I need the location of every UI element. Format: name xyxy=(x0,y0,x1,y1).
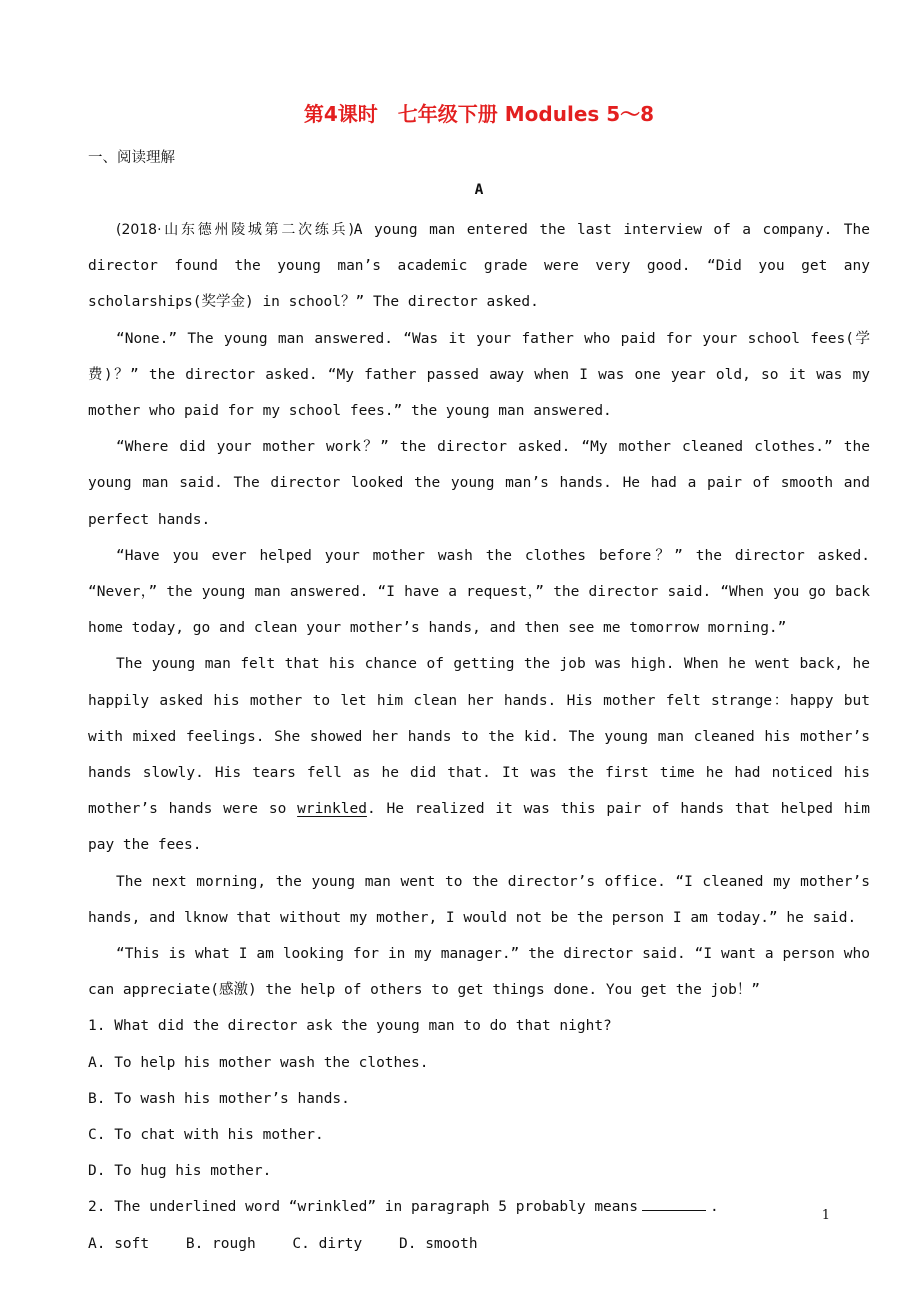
page-number: 1 xyxy=(821,1208,830,1223)
page-title: 第4课时 七年级下册 Modules 5～8 xyxy=(303,102,655,126)
question-2 xyxy=(88,1189,870,1261)
question-1-option-b: B. To wash his mother’s hands. xyxy=(88,1090,350,1107)
source-note: (2018·山东德州陵城第二次练兵) xyxy=(116,222,354,238)
question-1-option-c: C. To chat with his mother. xyxy=(88,1127,324,1144)
paragraph-5 xyxy=(88,646,870,863)
question-1 xyxy=(88,1008,870,1189)
question-1-option-d: D. To hug his mother. xyxy=(88,1163,272,1180)
question-2-stem: 2. The underlined word “wrinkled” in paragraph 5 probably means xyxy=(88,1199,638,1216)
question-2-option-a: A. soft xyxy=(88,1235,150,1252)
paragraph-6: The next morning, the young man went to the director’s office. “I cleaned my mother’s hands, and lknow that without my mother, I would not be the person I am today.” he said. xyxy=(88,873,870,926)
question-2-option-b: B. rough xyxy=(185,1235,256,1252)
question-1-option-a: A. To help his mother wash the clothes. xyxy=(88,1054,429,1071)
passage-label: A xyxy=(474,182,484,198)
question-2-line xyxy=(88,1189,870,1225)
question-2-option-c: C. dirty xyxy=(292,1235,363,1252)
paragraph-5-before: The young man felt that his chance of getting the job was high. When he went back, he happily asked his mother to let him clean her hands. His mother felt strange：happy but with mixed feelings. She showed her hands to the kid. The young man cleaned his mother’s hands slowly. His tears fell as he did that. It was the first time he had noticed his mother’s hands were so xyxy=(88,656,870,818)
question-1-stem: 1. What did the director ask the young man to do that night? xyxy=(88,1018,612,1035)
reading-passage xyxy=(88,212,870,1262)
paragraph-5-after: . He realized it was this pair of hands that helped him pay the fees. xyxy=(88,801,870,854)
paragraph-3: “Where did your mother work？” the director asked. “My mother cleaned clothes.” the young man said. The director looked the young man’s hands. He had a pair of smooth and perfect hands. xyxy=(88,439,870,528)
answer-blank xyxy=(642,1209,706,1211)
paragraph-1 xyxy=(88,212,870,321)
question-2-options xyxy=(88,1226,870,1262)
paragraph-7: “This is what I am looking for in my manager.” the director said. “I want a person who can appreciate(感激) the help of others to get things done. You get the job！” xyxy=(88,946,870,999)
paragraph-2: “None.” The young man answered. “Was it your father who paid for your school fees(学费)？” the director asked. “My father passed away when I was one year old, so it was my mother who paid for my school fees.” the young man answered. xyxy=(88,330,870,420)
section-heading: 一、阅读理解 xyxy=(88,150,175,166)
question-2-option-d: D. smooth xyxy=(399,1235,478,1252)
paragraph-1-text: A young man entered the last interview of a company. The director found the young man’s academic grade were very good. “Did you get any scholarships(奖学金) in school？” The director asked. xyxy=(88,222,870,311)
underlined-word: wrinkled xyxy=(297,801,367,818)
paragraph-4: “Have you ever helped your mother wash the clothes before？” the director asked. “Never，” the young man answered. “I have a request，” the director said. “When you go back home today, go and clean your mother’s hands, and then see me tomorrow morning.” xyxy=(88,547,870,637)
question-2-end: . xyxy=(709,1199,719,1216)
